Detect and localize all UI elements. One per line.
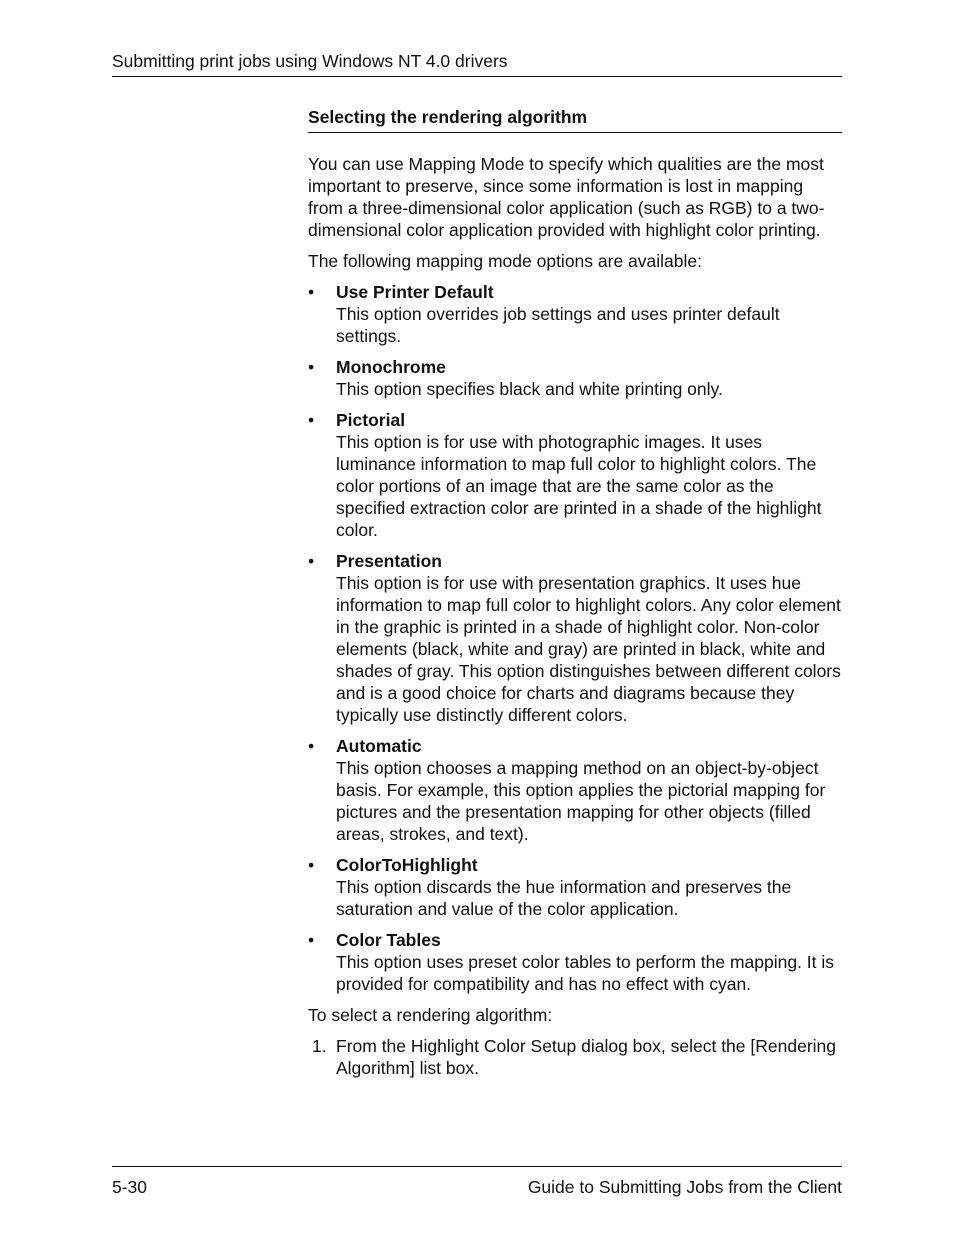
bullet-icon: • xyxy=(308,855,315,875)
steps-list xyxy=(308,1035,842,1079)
book-title: Guide to Submitting Jobs from the Client xyxy=(527,1177,842,1197)
step-text: From the Highlight Color Setup dialog box, select the [Rendering Algorithm] list box. xyxy=(336,1036,836,1078)
option-name: Pictorial xyxy=(336,410,406,430)
list-item xyxy=(308,409,842,541)
option-description: This option is for use with photographic images. It uses luminance information to map full color to highlight colors. The color portions of an image that are the same color as the specified extraction color are printed in a shade of the highlight color. xyxy=(336,432,822,540)
bullet-icon: • xyxy=(308,357,315,377)
option-name: Use Printer Default xyxy=(336,282,494,302)
option-name: ColorToHighlight xyxy=(336,855,478,875)
bullet-icon: • xyxy=(308,551,315,571)
bullet-icon: • xyxy=(308,930,315,950)
running-header xyxy=(112,50,842,77)
option-description: This option chooses a mapping method on an object-by-object basis. For example, this option applies the pictorial mapping for pictures and the presentation mapping for other objects (filled areas, strokes, and text). xyxy=(336,758,826,844)
option-description: This option discards the hue information and preserves the saturation and value of the color application. xyxy=(336,877,792,919)
list-item xyxy=(308,356,842,400)
option-name: Automatic xyxy=(336,736,422,756)
bullet-icon: • xyxy=(308,410,315,430)
options-lead-paragraph: The following mapping mode options are available: xyxy=(308,251,702,271)
bullet-icon: • xyxy=(308,736,315,756)
steps-lead-paragraph: To select a rendering algorithm: xyxy=(308,1005,553,1025)
page-number: 5-30 xyxy=(112,1177,148,1197)
option-name: Monochrome xyxy=(336,357,446,377)
main-content xyxy=(308,106,842,1079)
bullet-icon: • xyxy=(308,282,315,302)
step-number: 1. xyxy=(312,1036,327,1056)
option-description: This option is for use with presentation graphics. It uses hue information to map full color to highlight colors. Any color element in the graphic is printed in a shade of highlight color. Non-color elements (black, white and gray) are printed in black, white and shades of gray. This option distinguishes between different colors and is a good choice for charts and diagrams because they typically use distinctly different colors. xyxy=(336,573,841,725)
running-header-title: Submitting print jobs using Windows NT 4.0 drivers xyxy=(112,51,508,71)
option-name: Presentation xyxy=(336,551,442,571)
list-item xyxy=(308,281,842,347)
option-name: Color Tables xyxy=(336,930,441,950)
option-description: This option specifies black and white printing only. xyxy=(336,379,723,399)
mapping-mode-options-list xyxy=(308,281,842,995)
option-description: This option uses preset color tables to perform the mapping. It is provided for compatibility and has no effect with cyan. xyxy=(336,952,835,994)
list-item xyxy=(308,854,842,920)
section-title: Selecting the rendering algorithm xyxy=(308,106,842,133)
list-item xyxy=(308,735,842,845)
intro-paragraph: You can use Mapping Mode to specify which qualities are the most important to preserve, since some information is lost in mapping from a three-dimensional color application (such as RGB) to a two-dimensional color application provided with highlight color printing. xyxy=(308,154,825,240)
list-item xyxy=(308,1035,842,1079)
option-description: This option overrides job settings and uses printer default settings. xyxy=(336,304,780,346)
list-item xyxy=(308,550,842,726)
list-item xyxy=(308,929,842,995)
running-footer xyxy=(112,1166,842,1198)
